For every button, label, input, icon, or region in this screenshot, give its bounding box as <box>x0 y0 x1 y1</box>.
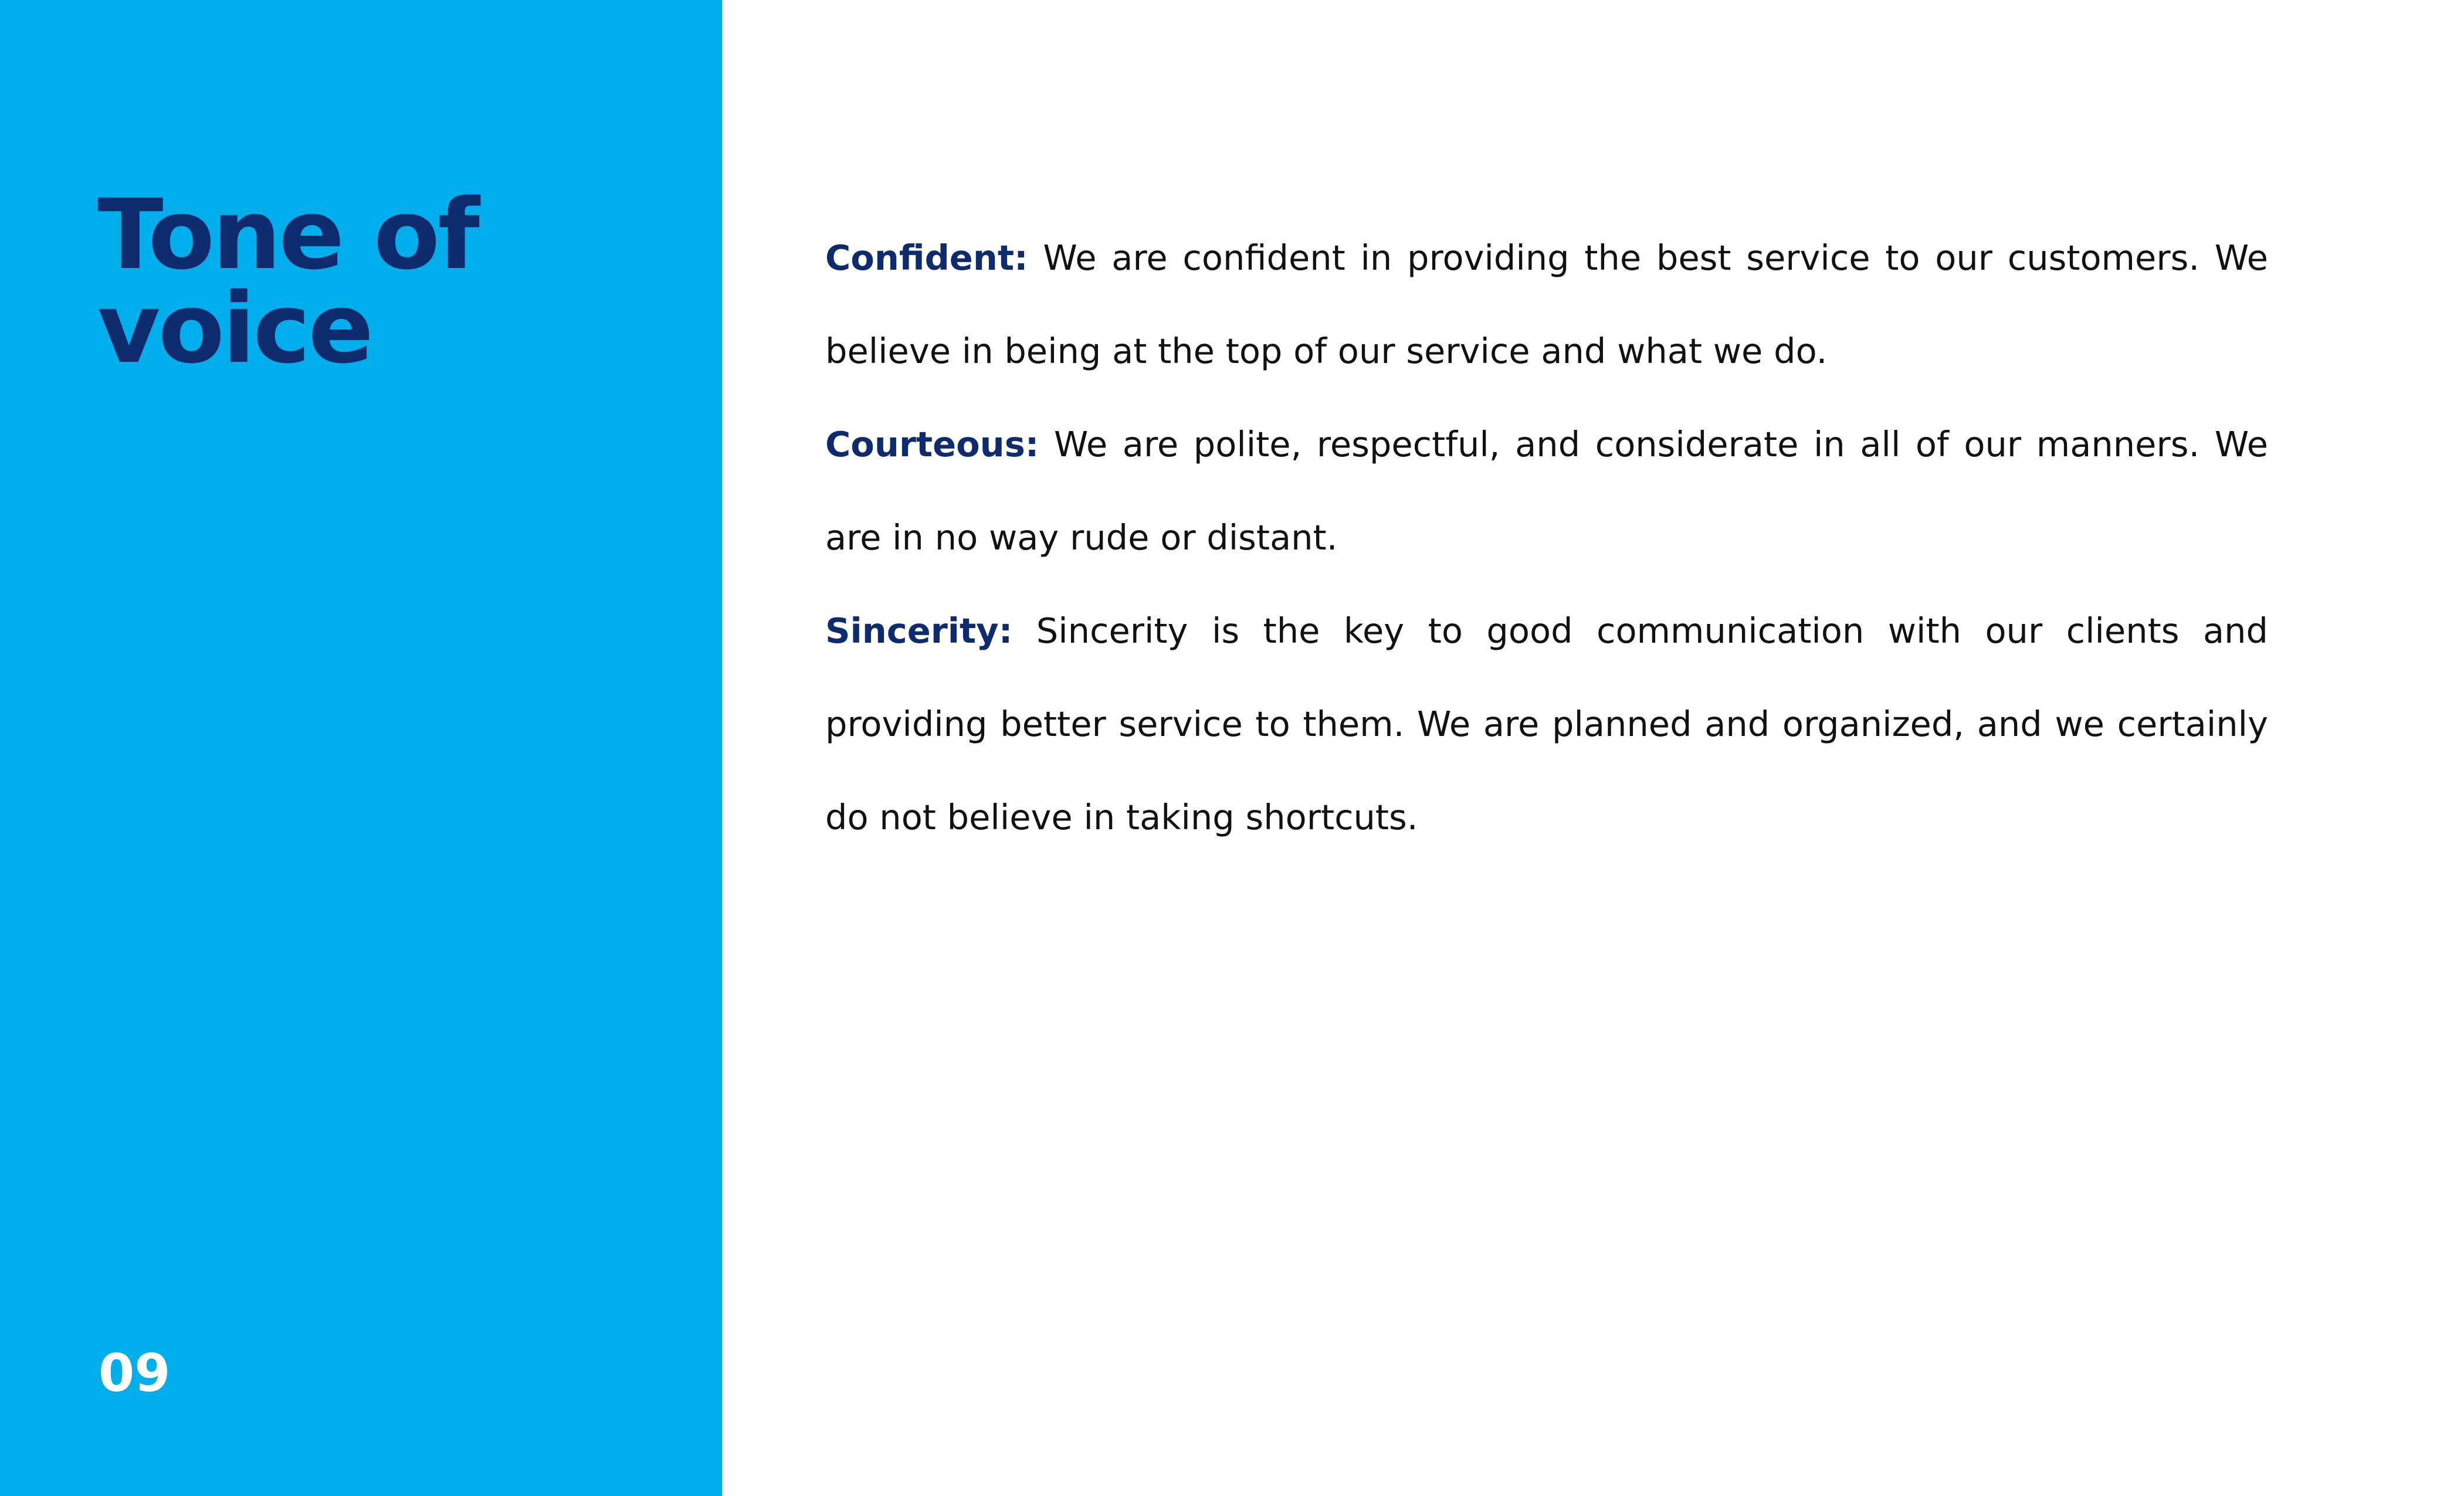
tone-of-voice-content <box>825 211 2268 864</box>
term-label: Confident: <box>825 238 1028 278</box>
paragraph-text: We are polite, respectful, and considerate in all of our manners. We are in no way rude or distant. <box>825 424 2268 558</box>
left-sidebar-panel <box>0 0 722 1496</box>
term-label: Sincerity: <box>825 610 1013 651</box>
paragraph-courteous <box>825 398 2268 584</box>
paragraph-sincerity <box>825 584 2268 864</box>
paragraph-confident <box>825 211 2268 398</box>
paragraph-text: We are confident in providing the best service to our customers. We believe in being at the top of our service and what we do. <box>825 238 2268 371</box>
page-number: 09 <box>99 1343 171 1403</box>
page-title: Tone of voice <box>97 178 477 385</box>
term-label: Courteous: <box>825 424 1039 464</box>
paragraph-text: Sincerity is the key to good communication with our clients and providing better service to them. We are planned and organized, and we certainly do not believe in taking shortcuts. <box>825 610 2268 837</box>
